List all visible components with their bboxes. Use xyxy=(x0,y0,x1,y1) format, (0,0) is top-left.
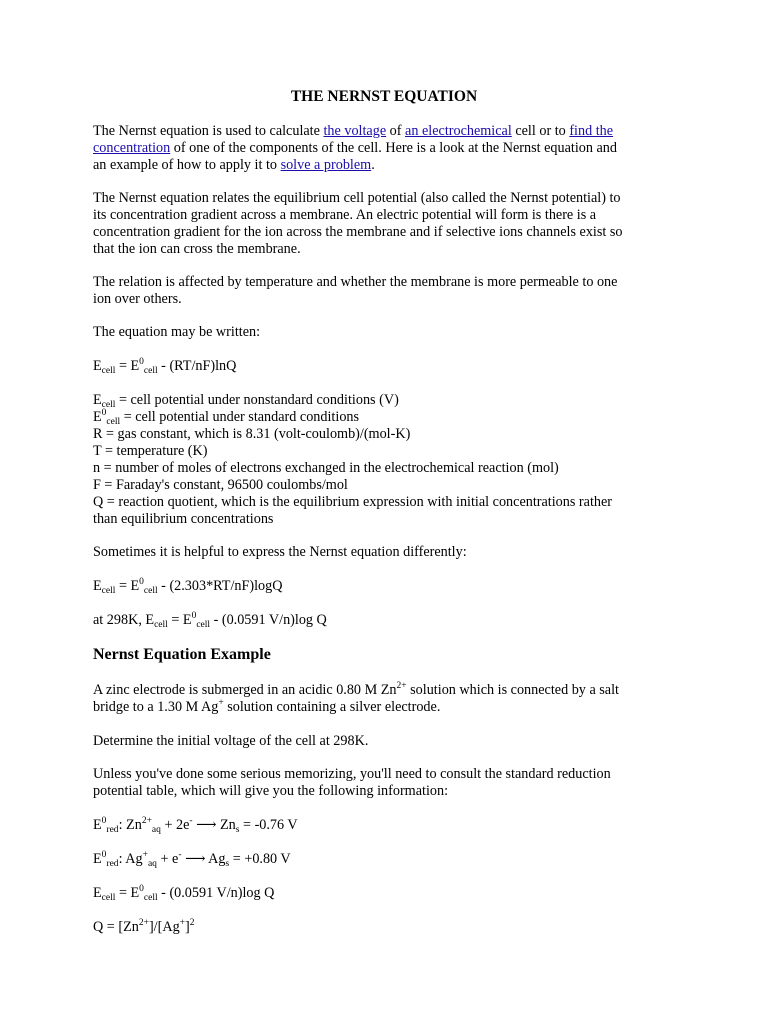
link-solve-a-problem[interactable]: solve a problem xyxy=(280,157,372,173)
equation-q: $Q = [Zn^{2+}]/[Ag^+]^2$ xyxy=(93,918,195,935)
intro-text-3: cell or to xyxy=(511,123,570,139)
example-line-1: A zinc electrode is submerged in an acidic 0.80 M $Zn^{2+}$ solution which is connected by a salt xyxy=(93,681,619,698)
intro-text-4: of one of the components of the cell. Here is a look at the Nernst equation and xyxy=(170,140,617,156)
intro-text-6: . xyxy=(371,157,375,173)
section-heading-example: Nernst Equation Example xyxy=(93,646,271,663)
link-find-the-concentration-part1[interactable]: find the xyxy=(569,123,614,139)
def-f: F = Faraday's constant, 96500 coulombs/mol xyxy=(93,477,348,493)
def-ecell: $E_{cell}$ = cell potential under nonstandard conditions (V) xyxy=(93,392,399,410)
para2-line-1: The Nernst equation relates the equilibrium cell potential (also called the Nernst potential) to xyxy=(93,190,621,206)
intro-text-5: an example of how to apply it to xyxy=(93,157,281,173)
example-note-line-2: potential table, which will give you the following information: xyxy=(93,783,449,799)
para2-line-3: concentration gradient for the ion across the membrane and if selective ions channels exist so xyxy=(93,224,623,240)
link-an-electrochemical[interactable]: an electrochemical xyxy=(405,123,512,139)
def-q-line-1: Q = reaction quotient, which is the equilibrium expression with initial concentrations rather xyxy=(93,494,613,510)
intro-text-1: The Nernst equation is used to calculate xyxy=(93,123,324,139)
equation-298k: at 298K, $E_{cell} = E^0_{cell} - (0.0591$ V/n)log Q xyxy=(93,611,327,630)
reduction-silver: $E^0_{red}$: $Ag^+_{aq} + e^-$ ⟶ $Ag_s = +0.80$ V xyxy=(93,850,291,869)
intro-text-2: of xyxy=(386,123,406,139)
para2-line-2: its concentration gradient across a membrane. An electric potential will form is there is a xyxy=(93,207,597,223)
def-e0cell: $E^0_{cell}$ = cell potential under standard conditions xyxy=(93,408,360,427)
para5: Sometimes it is helpful to express the Nernst equation differently: xyxy=(93,544,467,560)
example-note-line-1: Unless you've done some serious memorizing, you'll need to consult the standard reduction xyxy=(93,766,611,782)
link-the-voltage[interactable]: the voltage xyxy=(323,123,387,139)
link-find-the-concentration-part2[interactable]: concentration xyxy=(93,140,171,156)
para4: The equation may be written: xyxy=(93,324,261,340)
equation-log-form: $E_{cell} = E^0_{cell} - (2.303*RT/nF)\log Q$ xyxy=(93,577,283,596)
intro-line-3 xyxy=(93,157,375,174)
intro-line-1 xyxy=(93,123,613,140)
para3-line-1: The relation is affected by temperature and whether the membrane is more permeable to one xyxy=(93,274,618,290)
def-r: R = gas constant, which is 8.31 (volt-coulomb)/(mol-K) xyxy=(93,426,411,442)
para3-line-2: ion over others. xyxy=(93,291,182,307)
page-title: THE NERNST EQUATION xyxy=(290,88,478,105)
equation-cell-log-q: $E_{cell} = E^0_{cell} - (0.0591$ V/n)log Q xyxy=(93,884,275,903)
def-t: T = temperature (K) xyxy=(93,443,208,459)
example-line-2: bridge to a 1.30 M Ag+ solution containing a silver electrode. xyxy=(93,698,441,715)
equation-nernst: $E_{cell} = E^0_{cell} - (RT/nF)\ln Q$ xyxy=(93,357,237,376)
reduction-zinc: $E^0_{red}$: $Zn^{2+}_{aq} + 2e^-$ ⟶ $Zn_s = -0.76$ V xyxy=(93,816,298,835)
intro-line-2 xyxy=(93,140,617,157)
def-n: n = number of moles of electrons exchanged in the electrochemical reaction (mol) xyxy=(93,460,559,476)
example-task: Determine the initial voltage of the cell at 298K. xyxy=(93,733,369,749)
para2-line-4: that the ion can cross the membrane. xyxy=(93,241,301,257)
def-q-line-2: than equilibrium concentrations xyxy=(93,511,274,527)
